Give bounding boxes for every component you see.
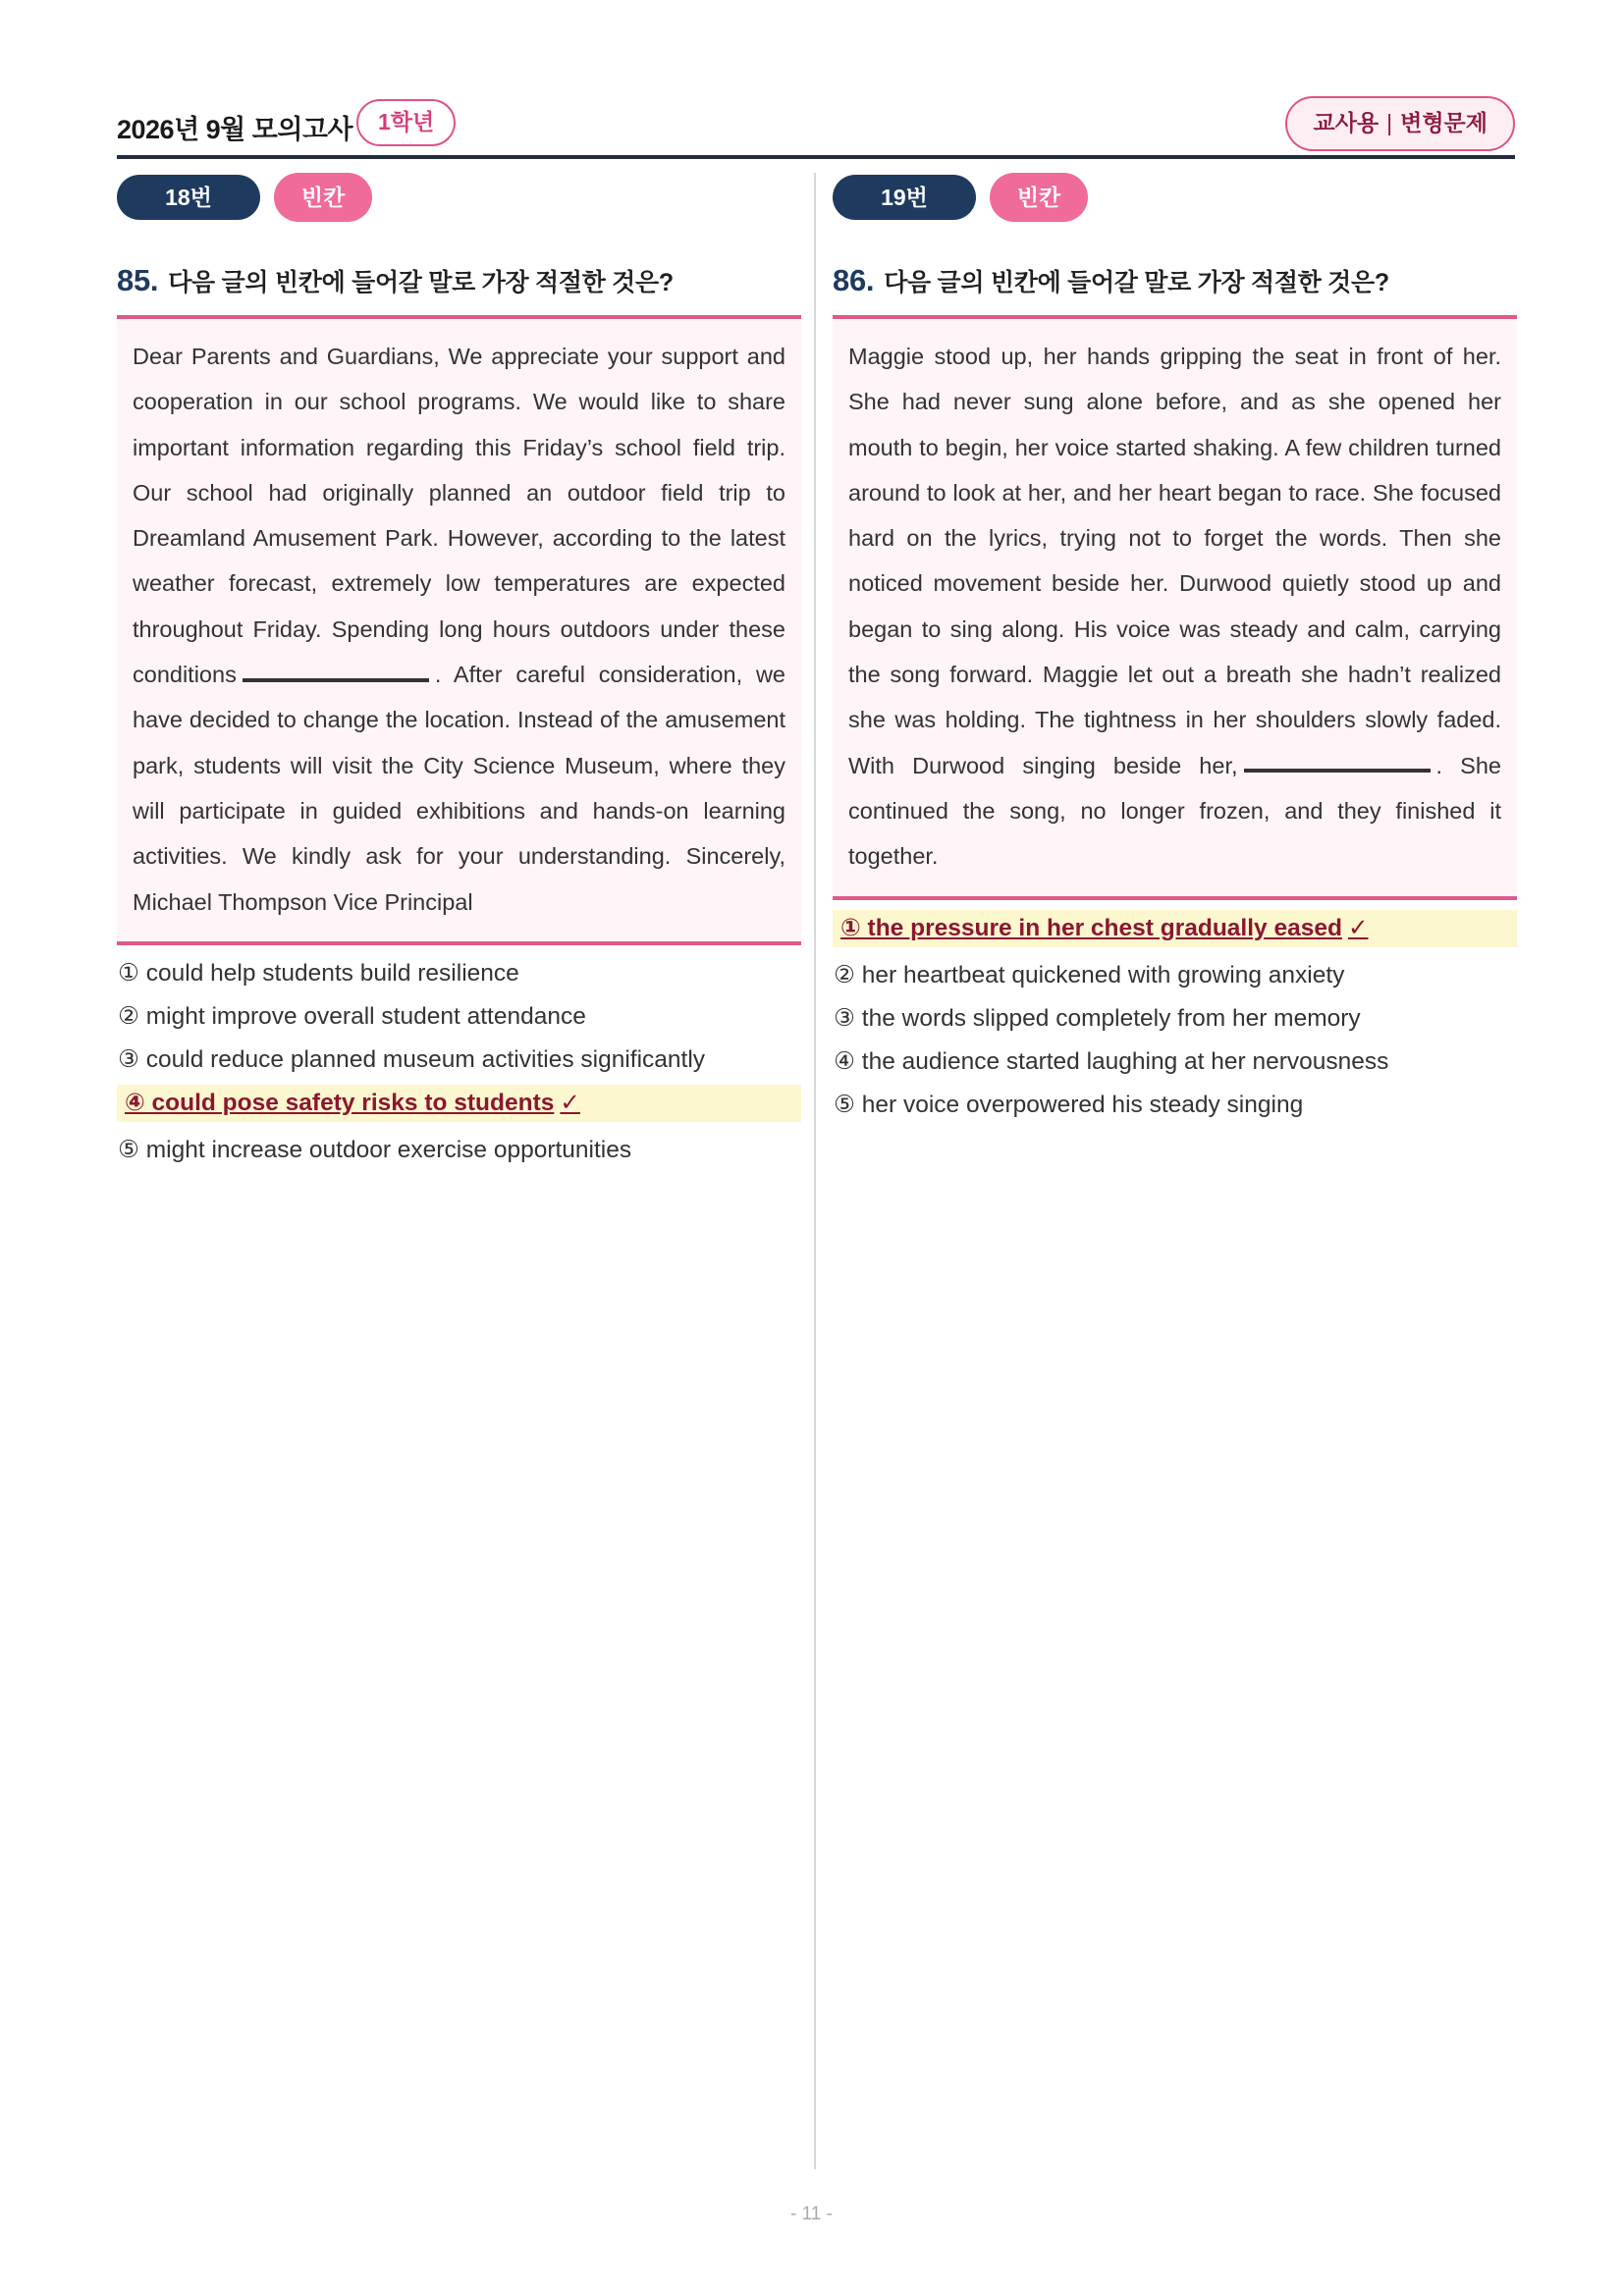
passage-text-before: Maggie stood up, her hands gripping the seat in front of her. She had never sung alone before, and as she opened her mouth to begin, her voice started shaking. A few children turned around to look at her, and her heart began to race. She focused hard on the lyrics, trying not to forget the words. Then she noticed movement beside her. Durwood quietly stood up and began to sing along. His voice was steady and calm, carrying the song forward. Maggie let out a breath she hadn’t realized she was holding. The tightness in her shoulders slowly faded. With Durwood singing beside her, <box>848 344 1501 778</box>
option-1-correct[interactable] <box>833 910 1517 947</box>
option-4-text: ④ could pose safety risks to students <box>125 1089 555 1116</box>
answer-blank <box>1244 761 1431 773</box>
option-5[interactable]: ⑤ her voice overpowered his steady singing <box>834 1091 1304 1118</box>
answer-blank <box>243 670 429 682</box>
option-2[interactable]: ② might improve overall student attendance <box>118 1002 586 1030</box>
passage-box <box>833 315 1517 900</box>
teacher-version-badge <box>1285 96 1515 151</box>
question-number: 86. <box>833 263 875 297</box>
question-type-tag: 빈칸 <box>274 173 372 222</box>
question-header <box>117 261 801 300</box>
option-4-correct[interactable] <box>117 1085 801 1122</box>
grade-badge: 1학년 <box>356 99 456 146</box>
badge-separator: | <box>1386 110 1393 135</box>
column-divider <box>814 173 816 2169</box>
option-5[interactable]: ⑤ might increase outdoor exercise opportunities <box>118 1136 632 1163</box>
answer-options <box>117 959 801 1165</box>
question-type-label: 변형문제 <box>1400 110 1488 135</box>
passage-text-after: . She continued the song, no longer frozen, and they finished it together. <box>848 752 1501 870</box>
passage-text-before: Dear Parents and Guardians, We appreciate your support and cooperation in our school programs. We would like to share important information regarding this Friday’s school field trip. Our school had originally planned an outdoor field trip to Dreamland Amusement Park. However, according to the latest weather forecast, extremely low temperatures are expected throughout Friday. Spending long hours outdoors under these conditions <box>133 344 785 688</box>
question-type-tag: 빈칸 <box>990 173 1088 222</box>
question-86 <box>833 173 1517 1134</box>
question-header <box>833 261 1517 300</box>
exam-title: 2026년 9월 모의고사 <box>117 115 353 144</box>
question-85 <box>117 173 801 1179</box>
question-prompt: 다음 글의 빈칸에 들어갈 말로 가장 적절한 것은? <box>168 269 674 296</box>
question-tags <box>117 173 801 222</box>
option-1[interactable]: ① could help students build resilience <box>118 959 519 987</box>
passage-text-after: . After careful consideration, we have decided to change the location. Instead of the amusement park, students will visit the City Science Museum, where they will participate in guided exhibitions and hands-on learning activities. We kindly ask for your understanding. Sincerely, Michael Thompson Vice Principal <box>133 662 785 915</box>
page-header <box>117 96 1515 155</box>
source-number-tag: 19번 <box>833 175 976 220</box>
check-mark-icon: ✓ <box>1347 914 1369 941</box>
option-3[interactable]: ③ the words slipped completely from her memory <box>834 1004 1361 1032</box>
teacher-label: 교사용 <box>1313 110 1380 135</box>
check-mark-icon: ✓ <box>560 1089 580 1116</box>
page-number: - 11 - <box>790 2204 833 2224</box>
question-prompt: 다음 글의 빈칸에 들어갈 말로 가장 적절한 것은? <box>884 269 1389 296</box>
source-number-tag: 18번 <box>117 175 260 220</box>
question-number: 85. <box>117 263 159 297</box>
option-1-text: ① the pressure in her chest gradually eased <box>840 914 1342 941</box>
header-rule <box>117 155 1515 159</box>
answer-options <box>833 910 1517 1120</box>
question-tags <box>833 173 1517 222</box>
option-2[interactable]: ② her heartbeat quickened with growing anxiety <box>834 961 1345 988</box>
option-4[interactable]: ④ the audience started laughing at her nervousness <box>834 1047 1389 1075</box>
option-3[interactable]: ③ could reduce planned museum activities significantly <box>118 1045 706 1073</box>
passage-box <box>117 315 801 945</box>
